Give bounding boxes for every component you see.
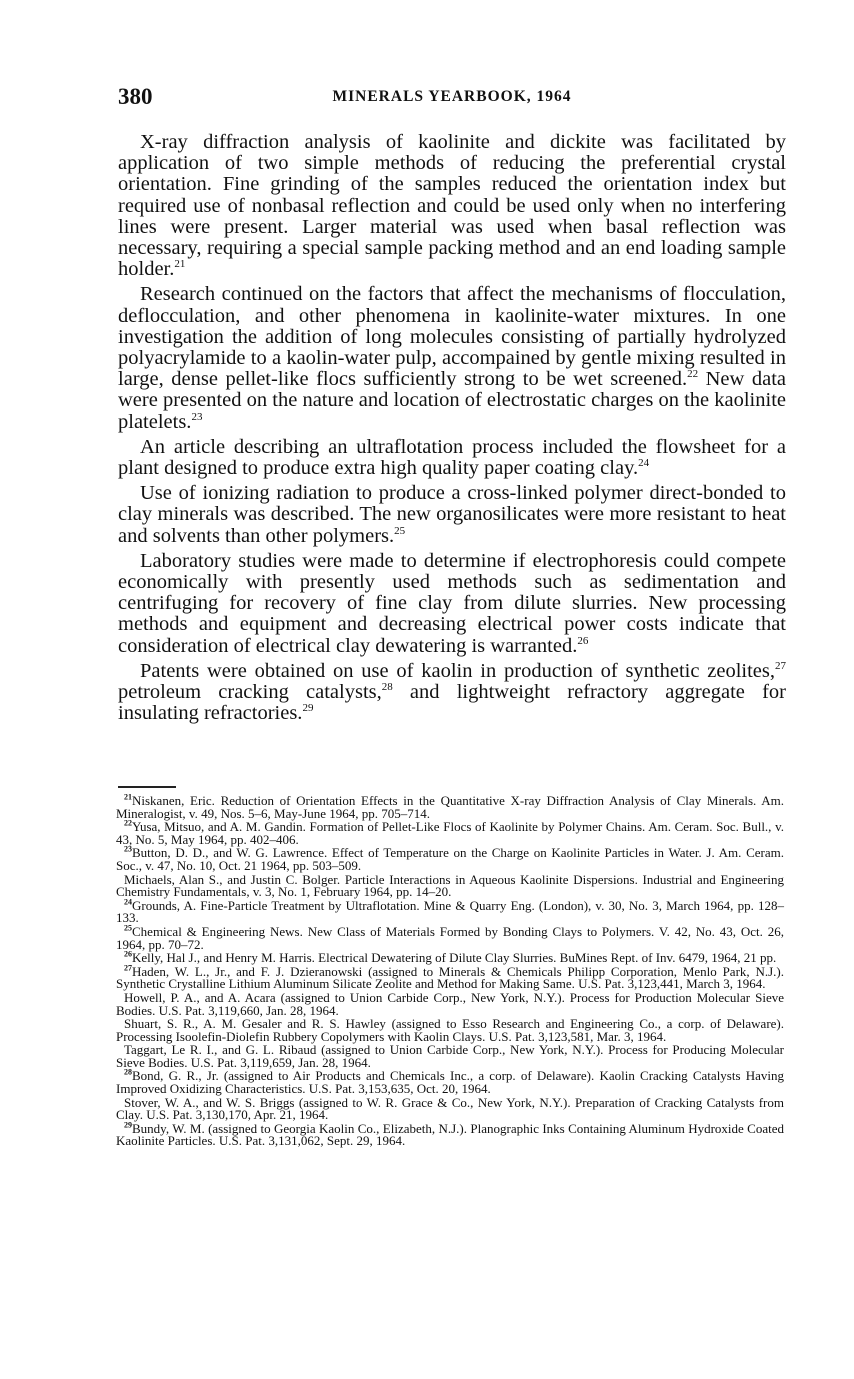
footnote: $^{23}$Button, D. D., and W. G. Lawrence. Effect of Temperature on the Charge on Kaolinite Particles in Water. J. Am. Ceram. Soc., v. 47, No. 10, Oct. 21 1964, pp. 503–509. (116, 845, 784, 873)
footnote-ref: 24 (638, 457, 650, 470)
footnote: $^{21}$Niskanen, Eric. Reduction of Orientation Effects in the Quantitative X-ray Diffraction Analysis of Clay Minerals. Am. Mineralogist, v. 49, Nos. 5–6, May-June 1964, pp. 705–714. (116, 792, 784, 821)
footnote: Michaels, Alan S., and Justin C. Bolger. Particle Interactions in Aqueous Kaolinite Dispersions. Industrial and Engineering Chemistry Fundamentals, v. 3, No. 1, February 1964, pp. 14–20. (116, 871, 784, 900)
footnote-ref: 27 (775, 660, 786, 673)
footnote: Shuart, S. R., A. M. Gesaler and R. S. Hawley (assigned to Esso Research and Engineering Co., a corp. of Delaware). Processing Isoolefin-Diolefin Rubbery Copolymers with Kaolin Clays. U.S. Pat. 3,123,581, Mar. 3, 1964. (116, 1016, 784, 1044)
page-number: 380 (118, 84, 153, 109)
footnote-ref: 25 (394, 524, 406, 537)
footnote-ref: 28 (381, 681, 393, 694)
paragraph: Patents were obtained on use of kaolin in production of synthetic zeolites,$^{27}$ petroleum cracking catalysts,$^{28}$ and lightweight refractory aggregate for insulating refractories.$^{29}$ (118, 659, 786, 725)
paragraph: Research continued on the factors that affect the mechanisms of flocculation, deflocculation, and other phenomena in kaolinite-water mixtures. In one investigation the addition of long molecules consisting of partially hydrolyzed polyacrylamide to a kaolin-water pulp, accompained by gentle mixing resulted in large, dense pellet-like flocs sufficiently strong to be wet screened.$^{22}$ New data were presented on the nature and location of electrostatic charges on the kaolinite platelets.$^{23}$ (118, 283, 786, 433)
footnote: $^{28}$Bond, G. R., Jr. (assigned to Air Products and Chemicals Inc., a corp. of Delaware). Kaolin Cracking Catalysts Having Improved Oxidizing Characteristics. U.S. Pat. 3,153,635, Oct. 20, 1964. (116, 1068, 784, 1097)
footnote-ref: 21 (174, 258, 186, 271)
paragraph: Use of ionizing radiation to produce a cross-linked polymer direct-bonded to clay minerals was described. The new organosilicates were more resistant to heat and solvents than other polymers.$^{25}$ (118, 482, 786, 547)
footnote-ref: 29 (302, 702, 314, 715)
footnote-ref: 23 (191, 410, 203, 423)
footnote: Stover, W. A., and W. S. Briggs (assigned to W. R. Grace & Co., New York, N.Y.). Preparation of Cracking Catalysts from Clay. U.S. Pat. 3,130,170, Apr. 21, 1964. (116, 1094, 784, 1123)
footnote: $^{29}$Bundy, W. M. (assigned to Georgia Kaolin Co., Elizabeth, N.J.). Planographic Inks Containing Aluminum Hydroxide Coated Kaolinite Particles. U.S. Pat. 3,131,062, Sept. 29, 1964. (116, 1120, 784, 1149)
body-text (118, 132, 786, 728)
footnote: $^{26}$Kelly, Hal J., and Henry M. Harris. Electrical Dewatering of Dilute Clay Slurries. BuMines Rept. of Inv. 6479, 1964, 21 pp. (124, 949, 777, 966)
footnote-ref: 26 (577, 634, 589, 647)
footnotes (116, 792, 784, 1149)
footnote: Howell, P. A., and A. Acara (assigned to Union Carbide Corp., New York, N.Y.). Process for Production Molecular Sieve Bodies. U.S. Pat. 3,119,660, Jan. 28, 1964. (116, 989, 784, 1018)
footnote-ref: 22 (687, 368, 699, 381)
footnote-divider (118, 786, 176, 788)
page-header (118, 84, 786, 114)
footnote: $^{22}$Yusa, Mitsuo, and A. M. Gandin. Formation of Pellet-Like Flocs of Kaolinite by Polymer Chains. Am. Ceram. Soc. Bull., v. 43, No. 5, May 1964, pp. 402–406. (116, 818, 784, 847)
footnote: $^{27}$Haden, W. L., Jr., and F. J. Dzieranowski (assigned to Minerals & Chemicals Philipp Corporation, Menlo Park, N.J.). Synthetic Crystalline Lithium Aluminum Silicate Zeolite and Method for Making Same. U.S. Pat. 3,123,441, March 3, 1964. (116, 963, 784, 992)
paragraph: Laboratory studies were made to determine if electrophoresis could compete economically with presently used methods such as sedimentation and centrifuging for recovery of fine clay from dilute slurries. New processing methods and equipment and decreasing electrical power costs indicate that consideration of electrical clay dewatering is warranted.$^{26}$ (118, 549, 786, 657)
footnote: $^{25}$Chemical & Engineering News. New Class of Materials Formed by Bonding Clays to Polymers. V. 42, No. 43, Oct. 26, 1964, pp. 70–72. (116, 923, 784, 952)
paragraph: An article describing an ultraflotation process included the flowsheet for a plant designed to produce extra high quality paper coating clay.$^{24}$ (118, 435, 786, 480)
footnote: Taggart, Le R. I., and G. L. Ribaud (assigned to Union Carbide Corp., New York, N.Y.). Process for Producing Molecular Sieve Bodies. U.S. Pat. 3,119,659, Jan. 28, 1964. (116, 1042, 784, 1070)
running-title: MINERALS YEARBOOK, 1964 (332, 88, 572, 105)
paragraph: X-ray diffraction analysis of kaolinite and dickite was facilitated by application of two simple methods of reducing the preferential crystal orientation. Fine grinding of the samples reduced the orientation index but required use of nonbasal reflection and could be used only when no interfering lines were present. Larger material was used when basal reflection was necessary, requiring a special sample packing method and an end loading sample holder.$^{21}$ (118, 131, 786, 281)
footnote: $^{24}$Grounds, A. Fine-Particle Treatment by Ultraflotation. Mine & Quarry Eng. (London), v. 30, No. 3, March 1964, pp. 128–133. (116, 897, 784, 926)
